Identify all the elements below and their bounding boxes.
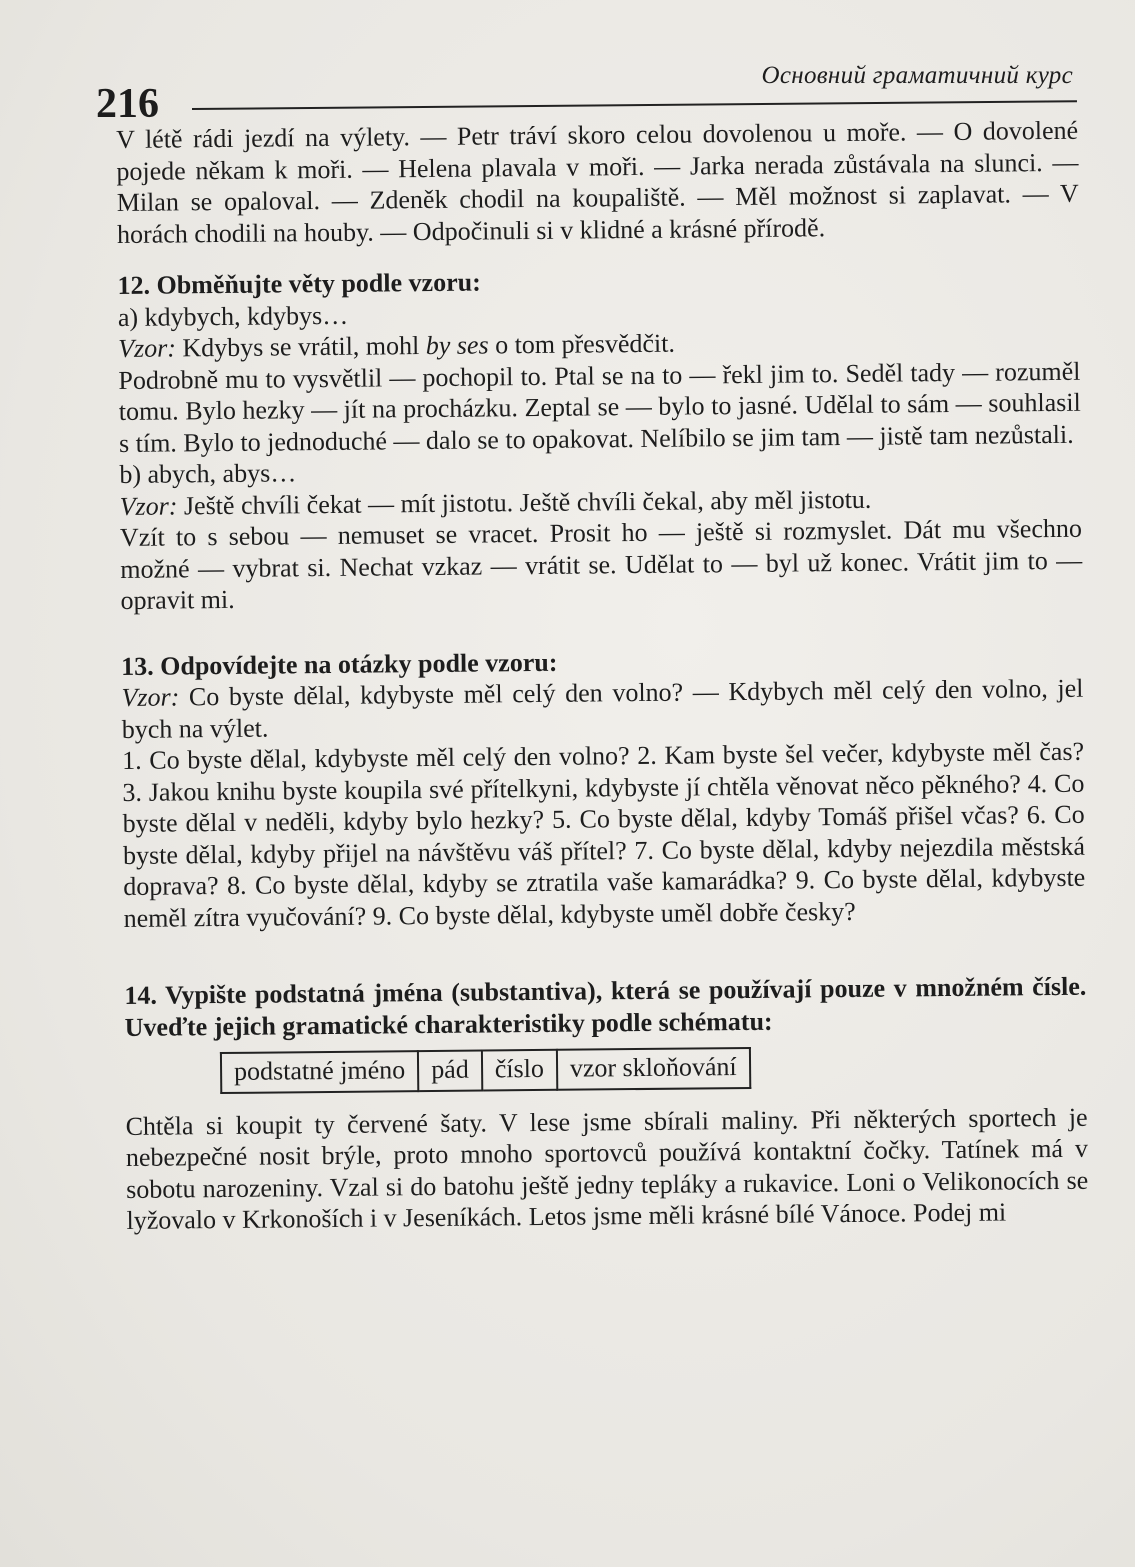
header-rule: [192, 100, 1077, 110]
task-12-part-b-text: Vzít to s sebou — nemuset se vracet. Prosit ho — ještě si rozmyslet. Dát mu všechno možné — vybrat si. Nechat vzkaz — vrátit se. Udělat to — byl už konec. Vrátit jim to — opravit mi.: [119, 513, 1083, 615]
task-14-text: Chtěla si koupit ty červené šaty. V lese jsme sbírali maliny. Při některých sportech je nebezpečné nosit brýle, proto mnoho sportovců používá kontaktní čočky. Tatínek má v sobotu narozeniny. Vzal si do batohu ještě jedny tepláky a rukavice. Loni o Velikonocích se lyžovalo v Krkonoších i v Jeseníkách. Letos jsme měli krásné bílé Vánoce. Podej mi: [125, 1102, 1089, 1235]
task-13-questions: 1. Co byste dělal, kdybyste měl celý den volno? 2. Kam byste šel večer, kdybyste měl čas? 3. Jakou knihu byste koupila své přítelkyni, kdybyste jí chtěla věnovat něco pěkného? 4. Co byste dělal v neděli, kdyby bylo hezky? 5. Co byste dělal, kdyby Tomáš přišel včas? 6. Co byste dělal, kdyby přijel na návštěvu váš přítel? 7. Co byste dělal, kdyby nejezdila městská doprava? 8. Co byste dělal, kdyby se ztratila vaše kamarádka? 9. Co byste dělal, kdybyste neměl zítra vyučování? 9. Co byste dělal, kdybyste uměl dobře česky?: [121, 736, 1086, 933]
task-12-part-b-label: b) abych, abys…: [119, 458, 297, 489]
intro-paragraph: V létě rádi jezdí na výlety. — Petr tráví skoro celou dovolenou u moře. — O dovolené pojede někam k moři. — Helena plavala v moři. — Jarka nerada zůstávala na slunci. — Milan se opaloval. — Zdeněk chodil na koupaliště. — Měl možnost si zaplavat. — V horách chodili na houby. — Odpočinuli si v klidné a krásné přírodě.: [116, 115, 1079, 249]
task-13-example: [121, 673, 1084, 745]
table-cell-case: pád: [418, 1051, 482, 1091]
vzor-label: Vzor:: [119, 490, 178, 521]
task-13-title: 13. Odpovídejte na otázky podle vzoru:: [121, 647, 558, 681]
vzor-label: Vzor:: [118, 333, 177, 363]
example-text: Kdybys se vrátil, mohl: [175, 331, 426, 363]
example-text: Ještě chvíli čekat — mít jistotu. Ještě chvíli čekal, aby měl jistotu.: [177, 484, 872, 520]
table-cell-noun: podstatné jméno: [221, 1051, 419, 1092]
grammar-scheme-table: [220, 1047, 751, 1094]
example-text-end: o tom přesvědčit.: [488, 328, 676, 360]
task-12-part-a-text: Podrobně mu to vysvětlil — pochopil to. Ptal se na to — řekl jim to. Seděl tady — rozuměl tomu. Bylo hezky — jít na procházku. Zeptal se — bylo to jasné. Udělal to sám — souhlasil s tím. Bylo to jednoduché — dalo se to opakovat. Nelíbilo se jim tam — jistě tam nezůstali.: [118, 356, 1081, 458]
table-cell-number: číslo: [482, 1050, 557, 1090]
example-italic: by ses: [425, 330, 489, 361]
page-content: [116, 115, 1089, 1237]
table-row: [221, 1048, 750, 1093]
vzor-label: Vzor:: [121, 682, 180, 712]
task-14-title: 14. Vypište podstatná jména (substantiva), která se používají pouze v množném čísle. Uveďte jejich gramatické charakteristiky podle schématu:: [124, 971, 1087, 1042]
page-number: 216: [96, 81, 159, 127]
running-head: Основний граматичний курс: [761, 62, 1073, 89]
table-cell-declension: vzor skloňování: [557, 1048, 750, 1089]
task-12-title: 12. Obměňujte věty podle vzoru:: [117, 267, 481, 300]
task-12-part-a-label: a) kdybych, kdybys…: [117, 300, 349, 332]
example-text: Co byste dělal, kdybyste měl celý den volno? — Kdybych měl celý den volno, jel bych na výlet.: [121, 673, 1084, 744]
